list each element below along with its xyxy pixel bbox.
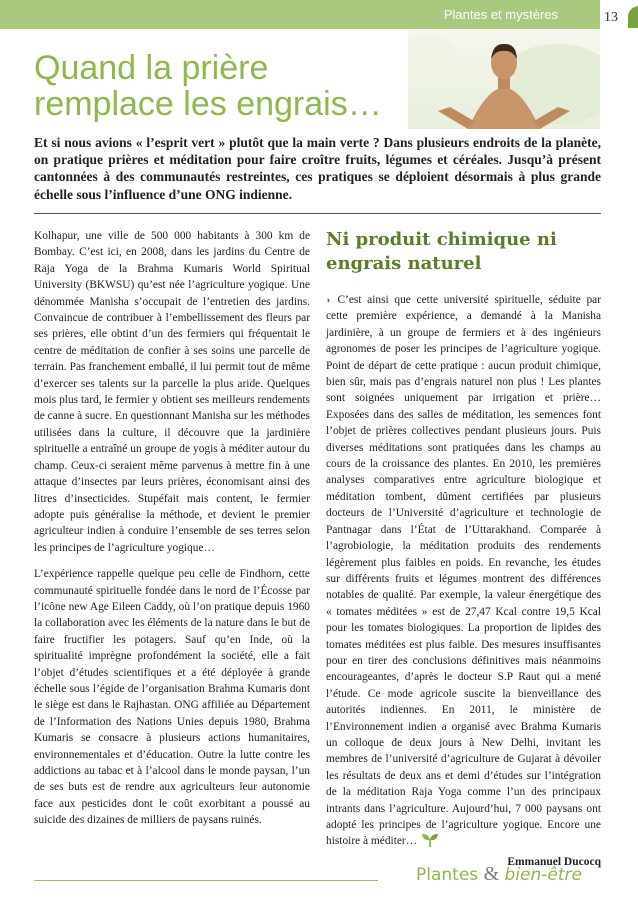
article-intro: Et si nous avions « l’esprit vert » plutôt que la main verte ? Dans plusieurs endroits de la planète, on pratique prières et méditation pour faire croître fruits, légumes et céréales. Jusqu’à présent cantonnées à des communautés restreintes, ces pratiques se déploient désormais à plus grande échelle sous l’influence d’une ONG indienne.: [34, 135, 601, 202]
article-title: [34, 50, 382, 122]
magazine-logo: [416, 863, 582, 886]
header-bar: [0, 0, 600, 29]
logo-word-2: bien-être: [504, 865, 582, 885]
body-paragraph-3: [326, 292, 601, 850]
author-name: Emmanuel Ducocq: [507, 855, 601, 868]
sprout-icon: [421, 833, 439, 847]
title-line-2: remplace les engrais…: [34, 85, 382, 123]
intro-divider: [34, 213, 601, 214]
title-line-1: Quand la prière: [34, 49, 269, 87]
meditation-photo: [408, 29, 600, 129]
meditating-man-illustration: [408, 29, 600, 129]
logo-word-1: Plantes: [416, 865, 479, 885]
footer-divider: [34, 880, 378, 881]
logo-ampersand: &: [483, 863, 500, 885]
paragraph-marker-icon: ◗: [326, 295, 332, 305]
subheading: Ni produit chimique ni engrais naturel: [326, 229, 557, 274]
leaf-icon: [628, 6, 638, 28]
page-number: 13: [604, 10, 618, 25]
body-paragraph-1: Kolhapur, une ville de 500 000 habitants à 300 km de Bombay. C’est ici, en 2008, dans les jardins du Centre de Raja Yoga de la Brahma Kumaris World Spiritual University (BKWSU) qu’est née l’agriculture yogique. Une dénommée Manisha s’occupait de l’entretien des jardins. Convaincue de contribuer à l’embellissement des fleurs par ses prières, elle obtint d’un des fermiers qui fréquentait le centre de méditation de confier à ses soins une parcelle de terrain. Pas franchement emballé, il lui permit tout de même d’exercer ses talents sur la parcelle la plus aride. Quelques mois plus tard, le fermier y obtient ses meilleurs rendements de canne à sucre. En questionnant Manisha sur les méthodes utilisées dans la culture, il découvre que la jardinière spirituelle a entraîné un groupe de yogis à méditer autour du champ. Ceux-ci seraient même parvenus à mettre fin à une attaque d’insectes par leurs prières, économisant ainsi des litres d’insecticides. Stupéfait mais content, le fermier adopte puis généralise la méthode, et devient le premier agriculteur indien à conduire l’ensemble de ses terres selon les principes de l’agriculture yogique…: [34, 230, 310, 554]
body-paragraph-3-text: C’est ainsi que cette université spirituelle, séduite par cette première expérience, a demandé à la Manisha jardinière, à un groupe de fermiers et à des ingénieurs agronomes de poser les principes de l’agriculture yogique. Point de départ de cette pratique : aucun produit chimique, bien sûr, mais pas d’engrais naturel non plus ! Les plantes sont soignées uniquement par irrigation et prière… Exposées dans des salles de méditation, les semences font l’objet de prières collectives pendant plusieurs jours. Puis diverses méditations sont pratiquées dans les champs au cours de la croissance des plantes. En 2010, les premières analyses comparatives entre agriculture biologique et méditation tombent, dûment certifiées par plusieurs docteurs de l’Université d’agriculture et technologie de Pantnagar dans l’État de l’Uttarakhand. Comparée à l’agrobiologie, la méditation produits des rendements légèrement plus faibles en poids. En revanche, les études sur différents fruits et légumes montrent des différences notables de qualité. Par exemple, la valeur énergétique des « tomates méditées » est de 27,47 Kcal contre 19,5 Kcal pour les tomates biologiques. La proportion de lipides des tomates méditées est plus faible. Des mesures insuffisantes pour en tirer des conclusions définitives mais néanmoins encourageantes, d’après le docteur S.P Raut qui a mené l’étude. Ce mode agricole suscite la bienveillance des autorités indiennes. En 2011, le ministère de l’Environnement indien a organisé avec Brahma Kumaris un colloque de deux jours à New Delhi, invitant les membres de l’université d’agriculture de Gujarat à dévoiler les résultats de deux ans et demi d’études sur l’intégration de la méditation Raja Yoga comme l’un des principaux intrants dans l’agriculture. Aujourd’hui, 7 000 paysans ont adopté les principes de l’agriculture yogique. Encore une histoire à méditer…: [326, 294, 601, 848]
section-title: Plantes et mystères: [443, 7, 558, 22]
body-paragraph-2: L’expérience rappelle quelque peu celle de Findhorn, cette communauté spirituelle fondée dans le nord de l’Écosse par l’icône new Age Eileen Caddy, où l’on pratique depuis 1960 la collaboration avec les éléments de la nature dans le but de faire fructifier les potagers. Sauf qu’en Inde, où la spiritualité imprègne profondément la société, elle a fait l’objet d’études scientifiques et a été déployée à grande échelle sous l’égide de l’organisation Brahma Kumaris dont le siège est dans le Rajhastan. ONG affiliée au Département de l’Information des Nations Unies depuis 1980, Brahma Kumaris se consacre à plusieurs actions humanitaires, environnementales et d’éducation. Outre la lutte contre les addictions au tabac et à l’alcool dans le monde paysan, l’un de ses buts est de rendre aux agriculteurs leur autonomie face aux pesticides dont le coût exorbitant a poussé au suicide des dizaines de milliers de paysans ruinés.: [34, 568, 310, 827]
left-column: [34, 228, 310, 829]
right-column: [326, 228, 601, 868]
